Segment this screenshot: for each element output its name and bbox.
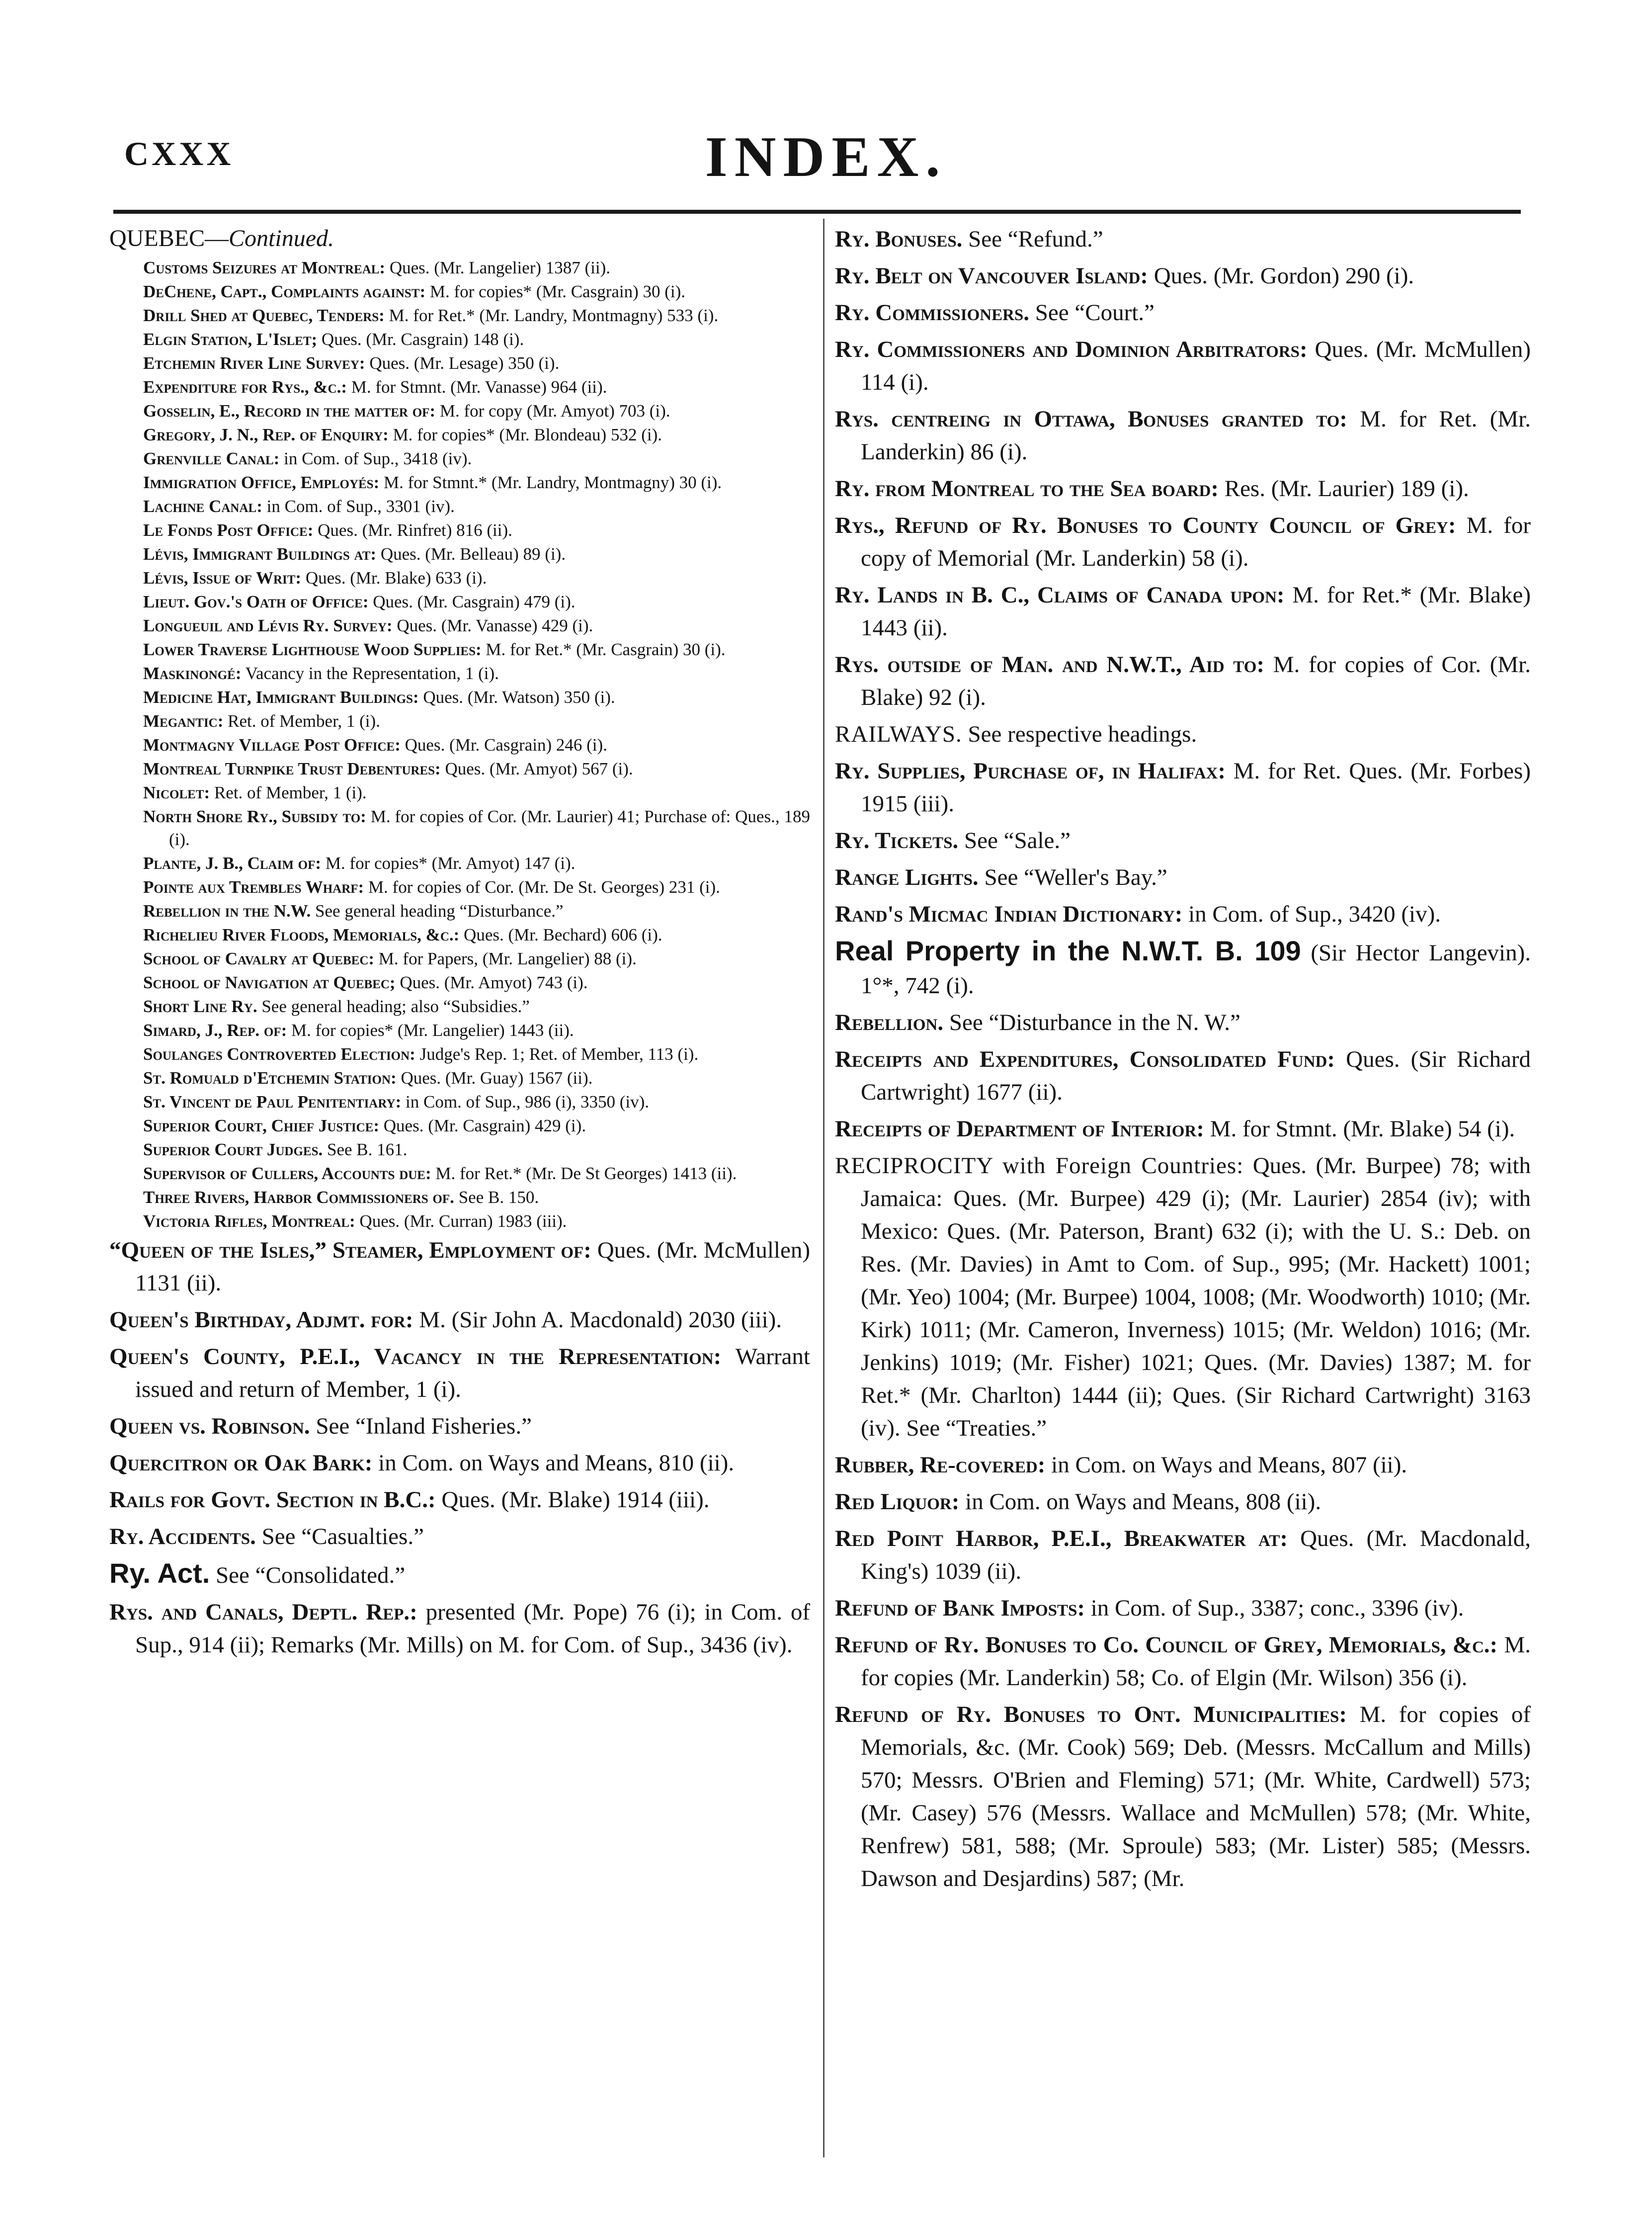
entry-heading: School of Navigation at Quebec; xyxy=(143,973,396,992)
entry-references: M. for Stmnt. (Mr. Vanasse) 964 (ii). xyxy=(351,377,607,397)
entry-heading: Immigration Office, Employés: xyxy=(143,473,380,492)
index-entry xyxy=(143,400,810,423)
entry-heading: Rys. and Canals, Deptl. Rep.: xyxy=(109,1599,417,1625)
entry-references: Ques. (Mr. Bechard) 606 (i). xyxy=(464,925,662,944)
entry-heading: Gregory, J. N., Rep. of Enquiry: xyxy=(143,425,389,444)
entry-heading: Montreal Turnpike Trust Debentures: xyxy=(143,759,441,778)
entry-references: in Com. on Ways and Means, 808 (ii). xyxy=(965,1489,1322,1515)
entry-heading: Lévis, Immigrant Buildings at: xyxy=(143,544,377,564)
entry-references: Ret. of Member, 1 (i). xyxy=(228,711,380,731)
index-entry xyxy=(143,495,810,518)
index-entry xyxy=(143,876,810,899)
entry-heading: Red Point Harbor, P.E.I., Breakwater at: xyxy=(835,1526,1288,1551)
entry-references: See B. 150. xyxy=(458,1188,539,1207)
entry-references: Ques. (Mr. Macdonald, King's) 1039 (ii). xyxy=(861,1526,1531,1584)
entry-heading: Rubber, Re-covered: xyxy=(835,1452,1046,1478)
index-entry xyxy=(835,898,1531,931)
entry-heading: Maskinongé: xyxy=(143,664,242,683)
entry-heading: Superior Court, Chief Justice: xyxy=(143,1116,380,1135)
index-entry xyxy=(143,304,810,327)
index-entry xyxy=(835,824,1531,857)
entry-references: Ques. (Mr. Belleau) 89 (i). xyxy=(380,544,566,564)
index-entry xyxy=(143,1091,810,1114)
entry-heading: Ry. from Montreal to the Sea board: xyxy=(835,476,1219,502)
entry-references: presented (Mr. Pope) 76 (i); in Com. of Sup., 914 (ii); Remarks (Mr. Mills) on M. for Com. of Sup., 3436 (iv). xyxy=(135,1599,810,1658)
column-divider xyxy=(823,219,825,2157)
entry-heading: Rand's Micmac Indian Dictionary: xyxy=(835,901,1183,927)
index-entry xyxy=(143,947,810,970)
entry-references: See “Casualties.” xyxy=(261,1524,424,1549)
entry-heading: Short Line Ry. xyxy=(143,997,257,1016)
entry-heading: Refund of Ry. Bonuses to Co. Council of Grey, Memorials, &c.: xyxy=(835,1632,1498,1658)
index-entry xyxy=(143,805,810,851)
entry-heading: St. Romuald d'Etchemin Station: xyxy=(143,1068,397,1088)
index-entry xyxy=(143,758,810,780)
main-entry-list xyxy=(109,1234,810,1661)
entry-references: Ques. (Mr. Guay) 1567 (ii). xyxy=(401,1068,593,1088)
entry-references: M. for copy of Memorial (Mr. Landerkin) 58 (i). xyxy=(861,513,1531,571)
index-entry xyxy=(109,1483,810,1516)
entry-references: See “Consolidated.” xyxy=(216,1562,406,1588)
index-entry xyxy=(143,352,810,375)
entry-heading: Megantic: xyxy=(143,711,224,731)
index-entry xyxy=(143,900,810,923)
entry-references: See “Refund.” xyxy=(968,226,1103,252)
index-entry xyxy=(109,1596,810,1661)
index-entry xyxy=(835,935,1531,1002)
entry-heading: Ry. Tickets. xyxy=(835,828,959,854)
index-entry xyxy=(109,1303,810,1336)
index-entry xyxy=(835,1149,1531,1445)
index-entry xyxy=(143,591,810,613)
entry-heading: Range Lights. xyxy=(835,864,979,890)
entry-heading: Rebellion in the N.W. xyxy=(143,901,311,921)
entry-references: M. for Papers, (Mr. Langelier) 88 (i). xyxy=(378,949,637,968)
entry-heading: Receipts of Department of Interior: xyxy=(835,1116,1204,1142)
entry-references: in Com. of Sup., 3387; conc., 3396 (iv). xyxy=(1090,1595,1464,1621)
index-entry xyxy=(835,1043,1531,1109)
entry-heading: Ry. Commissioners and Dominion Arbitrators: xyxy=(835,337,1308,362)
entry-heading: Plante, J. B., Claim of: xyxy=(143,854,322,873)
entry-references: M. for Ret.* (Mr. Blake) 1443 (ii). xyxy=(861,582,1531,641)
index-entry xyxy=(143,328,810,351)
entry-heading: Ry. Supplies, Purchase of, in Halifax: xyxy=(835,758,1226,784)
entry-heading: Red Liquor: xyxy=(835,1489,960,1515)
entry-heading: Montmagny Village Post Office: xyxy=(143,735,401,755)
entry-heading: Pointe aux Trembles Wharf: xyxy=(143,877,364,897)
index-entry xyxy=(835,755,1531,820)
index-entry xyxy=(143,424,810,446)
entry-heading: Ry. Accidents. xyxy=(109,1524,256,1549)
index-entry xyxy=(835,1698,1531,1895)
entry-heading: “Queen of the Isles,” Steamer, Employment of: xyxy=(109,1237,591,1263)
entry-references: Ques. (Mr. Casgrain) 148 (i). xyxy=(321,330,524,349)
section-heading-continued: Continued. xyxy=(229,225,334,252)
entry-references: M. for copies* (Mr. Amyot) 147 (i). xyxy=(325,854,576,873)
entry-heading: Ry. Bonuses. xyxy=(835,226,963,252)
index-entry xyxy=(143,971,810,994)
entry-references: See “Court.” xyxy=(1035,300,1155,326)
entry-references: M. for copies* (Mr. Langelier) 1443 (ii). xyxy=(291,1021,574,1040)
entry-references: M. for Ret.* (Mr. Casgrain) 30 (i). xyxy=(486,640,726,659)
index-entry xyxy=(143,686,810,709)
entry-heading: Longueuil and Lévis Ry. Survey: xyxy=(143,616,393,635)
entry-heading: North Shore Ry., Subsidy to: xyxy=(143,807,366,826)
entry-heading: Ry. Lands in B. C., Claims of Canada upon: xyxy=(835,582,1285,608)
entry-heading: Quercitron or Oak Bark: xyxy=(109,1450,373,1476)
entry-heading: RECIPROCITY with Foreign Countries: xyxy=(835,1153,1244,1179)
entry-heading: Three Rivers, Harbor Commissioners of. xyxy=(143,1188,454,1207)
entry-heading: Lieut. Gov.'s Oath of Office: xyxy=(143,592,369,611)
entry-references: in Com. of Sup., 3301 (iv). xyxy=(266,497,455,516)
entry-heading: Lower Traverse Lighthouse Wood Supplies: xyxy=(143,640,482,659)
entry-references: See “Disturbance in the N. W.” xyxy=(949,1010,1240,1035)
entry-references: See general heading “Disturbance.” xyxy=(315,901,564,921)
index-entry xyxy=(835,648,1531,714)
page-header xyxy=(0,124,1652,189)
entry-heading: Refund of Bank Imposts: xyxy=(835,1595,1085,1621)
index-entry xyxy=(143,1138,810,1161)
index-entry xyxy=(835,1522,1531,1588)
entry-heading: Rys. outside of Man. and N.W.T., Aid to: xyxy=(835,652,1265,678)
entry-heading: Victoria Rifles, Montreal: xyxy=(143,1211,355,1231)
entry-references: M. for copies of Cor. (Mr. De St. Georges) 231 (i). xyxy=(368,877,720,897)
entry-references: See respective headings. xyxy=(968,721,1197,747)
entry-heading: Real Property in the N.W.T. B. 109 xyxy=(835,935,1301,966)
index-entry xyxy=(835,1006,1531,1039)
entry-heading: Rys., Refund of Ry. Bonuses to County Council of Grey: xyxy=(835,513,1456,538)
index-entry xyxy=(143,519,810,542)
index-entry xyxy=(109,1410,810,1443)
entry-heading: Richelieu River Floods, Memorials, &c.: xyxy=(143,925,460,944)
index-entry xyxy=(109,1520,810,1553)
index-entry xyxy=(143,567,810,590)
entry-heading: Ry. Commissioners. xyxy=(835,300,1030,326)
page-title: INDEX. xyxy=(705,125,947,189)
index-entry xyxy=(835,579,1531,644)
entry-references: M. for copies* (Mr. Blondeau) 532 (i). xyxy=(393,425,662,444)
index-entry xyxy=(143,376,810,399)
entry-references: M. for copies (Mr. Landerkin) 58; Co. of Elgin (Mr. Wilson) 356 (i). xyxy=(861,1632,1531,1691)
entry-heading: Queen vs. Robinson. xyxy=(109,1413,310,1439)
index-entry xyxy=(109,1557,810,1592)
entry-references: in Com. of Sup., 986 (i), 3350 (iv). xyxy=(406,1092,649,1112)
index-entry xyxy=(835,718,1531,751)
index-entry xyxy=(143,924,810,946)
index-entry xyxy=(143,471,810,494)
entry-references: Ques. (Mr. Watson) 350 (i). xyxy=(423,687,615,707)
entry-heading: Lachine Canal: xyxy=(143,497,262,516)
index-entry xyxy=(109,1340,810,1406)
entry-references: See “Inland Fisheries.” xyxy=(316,1413,532,1439)
entry-references: Ques. (Mr. Rinfret) 816 (ii). xyxy=(318,520,512,540)
entry-references: Ques. (Mr. Langelier) 1387 (ii). xyxy=(389,258,611,277)
entry-heading: Ry. Act. xyxy=(109,1557,210,1589)
index-entry xyxy=(143,710,810,733)
index-entry xyxy=(143,447,810,470)
index-entry xyxy=(835,1485,1531,1518)
entry-references: Ques. (Mr. Amyot) 743 (i). xyxy=(400,973,588,992)
entry-heading: Expenditure for Rys., &c.: xyxy=(143,377,347,397)
index-entry xyxy=(835,223,1531,256)
entry-heading: RAILWAYS. xyxy=(835,721,962,747)
index-entry xyxy=(143,1186,810,1209)
entry-references: See B. 161. xyxy=(327,1140,408,1159)
entry-references: M. for Stmnt. (Mr. Blake) 54 (i). xyxy=(1210,1116,1515,1142)
right-column xyxy=(835,223,1531,1899)
index-entry xyxy=(143,1043,810,1066)
entry-references: M. for Ret.* (Mr. Landry, Montmagny) 533 (i). xyxy=(389,306,719,325)
entry-references: See “Weller's Bay.” xyxy=(984,864,1167,890)
index-entry xyxy=(143,1114,810,1137)
index-entry xyxy=(835,333,1531,399)
entry-heading: Queen's County, P.E.I., Vacancy in the Representation: xyxy=(109,1344,722,1370)
section-heading-label: QUEBEC— xyxy=(109,225,229,252)
entry-references: in Com. of Sup., 3420 (iv). xyxy=(1188,901,1441,927)
left-column xyxy=(109,223,810,1665)
entry-heading: Gosselin, E., Record in the matter of: xyxy=(143,401,436,421)
index-entry xyxy=(835,1449,1531,1481)
entry-references: M. for copies of Cor. (Mr. Blake) 92 (i). xyxy=(861,652,1531,710)
entry-references: Ques. (Mr. Casgrain) 246 (i). xyxy=(405,735,607,755)
entry-references: Res. (Mr. Laurier) 189 (i). xyxy=(1224,476,1469,502)
header-rule xyxy=(113,210,1521,214)
entry-references: Vacancy in the Representation, 1 (i). xyxy=(245,664,499,683)
entry-heading: Etchemin River Line Survey: xyxy=(143,353,365,373)
entry-references: Ques. (Mr. McMullen) 1131 (ii). xyxy=(135,1237,811,1296)
index-entry xyxy=(109,1234,810,1299)
index-entry xyxy=(835,509,1531,575)
entry-heading: Customs Seizures at Montreal: xyxy=(143,258,386,277)
entry-heading: Elgin Station, L'Islet; xyxy=(143,330,318,349)
index-entry xyxy=(143,1067,810,1090)
index-entry xyxy=(143,781,810,804)
index-entry xyxy=(143,1019,810,1042)
entry-heading: Queen's Birthday, Adjmt. for: xyxy=(109,1307,413,1333)
entry-references: (Sir Hector Langevin). 1°*, 742 (i). xyxy=(861,940,1531,999)
index-entry xyxy=(835,861,1531,894)
entry-references: M. for Ret. Ques. (Mr. Forbes) 1915 (iii). xyxy=(861,758,1531,817)
entry-references: M. for copy (Mr. Amyot) 703 (i). xyxy=(439,401,670,421)
entry-heading: Drill Shed at Quebec, Tenders: xyxy=(143,306,385,325)
entry-heading: Receipts and Expenditures, Consolidated Fund: xyxy=(835,1046,1335,1072)
entry-heading: Rails for Govt. Section in B.C.: xyxy=(109,1487,436,1513)
index-entry xyxy=(835,403,1531,468)
entry-heading: Refund of Ry. Bonuses to Ont. Municipalities: xyxy=(835,1702,1347,1727)
index-entry xyxy=(143,614,810,637)
entry-references: Ques. (Mr. Burpee) 78; with Jamaica: Ques. (Mr. Burpee) 429 (i); (Mr. Laurier) 2854 (iv); with Mexico: Ques. (Mr. Paterson, Brant) 632 (i); with the U. S.: Deb. on Res. (Mr. Davies) in Amt to Com. of Sup., 995; (Mr. Hackett) 1001; (Mr. Yeo) 1004; (Mr. Burpee) 1004, 1008; (Mr. Woodworth) 1010; (Mr. Kirk) 1011; (Mr. Cameron, Inverness) 1015; (Mr. Weldon) 1016; (Mr. Jenkins) 1019; (Mr. Fisher) 1021; Ques. (Mr. Davies) 1387; M. for Ret.* (Mr. Charlton) 1444 (ii); Ques. (Sir Richard Cartwright) 3163 (iv). See “Treaties.” xyxy=(861,1153,1531,1441)
entry-references: M. for copies of Memorials, &c. (Mr. Cook) 569; Deb. (Messrs. McCallum and Mills) 570; Messrs. O'Brien and Fleming) 571; (Mr. White, Cardwell) 573; (Mr. Casey) 576 (Messrs. Wallace and McMullen) 578; (Mr. White, Renfrew) 581, 588; (Mr. Sproule) 583; (Mr. Lister) 585; (Messrs. Dawson and Desjardins) 587; (Mr. xyxy=(861,1702,1531,1891)
entry-references: in Com. on Ways and Means, 810 (ii). xyxy=(378,1450,735,1476)
entry-references: in Com. on Ways and Means, 807 (ii). xyxy=(1051,1452,1407,1478)
entry-references: Ques. (Mr. Casgrain) 479 (i). xyxy=(373,592,576,611)
entry-references: M. (Sir John A. Macdonald) 2030 (iii). xyxy=(419,1307,782,1333)
index-entry xyxy=(835,259,1531,292)
entry-references: Ques. (Mr. Curran) 1983 (iii). xyxy=(359,1211,567,1231)
entry-references: M. for Ret.* (Mr. De St Georges) 1413 (ii). xyxy=(435,1164,737,1183)
index-entry xyxy=(143,1210,810,1233)
entry-references: Ques. (Mr. Gordon) 290 (i). xyxy=(1154,263,1414,289)
entry-references: Ques. (Mr. McMullen) 114 (i). xyxy=(861,337,1531,395)
index-entry xyxy=(143,543,810,566)
index-entry xyxy=(835,296,1531,329)
index-entry xyxy=(835,1629,1531,1694)
index-entry xyxy=(143,662,810,685)
entry-references: Ques. (Mr. Blake) 633 (i). xyxy=(305,568,487,588)
main-entry-list xyxy=(835,223,1531,1895)
section-heading xyxy=(109,223,810,255)
entry-references: Ques. (Mr. Amyot) 567 (i). xyxy=(445,759,633,778)
entry-references: in Com. of Sup., 3418 (iv). xyxy=(284,449,472,468)
entry-references: Judge's Rep. 1; Ret. of Member, 113 (i). xyxy=(419,1044,699,1064)
entry-heading: Simard, J., Rep. of: xyxy=(143,1021,287,1040)
index-entry xyxy=(143,995,810,1018)
entry-references: M. for copies* (Mr. Casgrain) 30 (i). xyxy=(429,282,686,301)
entry-references: Warrant issued and return of Member, 1 (i). xyxy=(135,1344,810,1402)
index-entry xyxy=(143,734,810,757)
index-entry xyxy=(143,852,810,875)
entry-heading: Medicine Hat, Immigrant Buildings: xyxy=(143,687,419,707)
page-number: CXXX xyxy=(124,135,234,172)
entry-heading: Rebellion. xyxy=(835,1010,944,1035)
index-entry xyxy=(835,1113,1531,1145)
index-entry xyxy=(109,1447,810,1479)
entry-references: Ques. (Mr. Blake) 1914 (iii). xyxy=(441,1487,710,1513)
entry-heading: Soulanges Controverted Election: xyxy=(143,1044,415,1064)
entry-references: See general heading; also “Subsidies.” xyxy=(261,997,530,1016)
entry-heading: Le Fonds Post Office: xyxy=(143,520,314,540)
entry-references: M. for Stmnt.* (Mr. Landry, Montmagny) 30 (i). xyxy=(384,473,722,492)
index-entry xyxy=(835,472,1531,505)
entry-heading: Superior Court Judges. xyxy=(143,1140,323,1159)
entry-references: M. for Ret. (Mr. Landerkin) 86 (i). xyxy=(861,406,1531,465)
entry-heading: Grenville Canal: xyxy=(143,449,280,468)
entry-references: Ques. (Mr. Vanasse) 429 (i). xyxy=(397,616,593,635)
entry-heading: Lévis, Issue of Writ: xyxy=(143,568,302,588)
index-entry xyxy=(143,257,810,279)
entry-heading: School of Cavalry at Quebec: xyxy=(143,949,375,968)
entry-heading: Rys. centreing in Ottawa, Bonuses granted to: xyxy=(835,406,1347,432)
entry-references: Ques. (Sir Richard Cartwright) 1677 (ii). xyxy=(861,1046,1531,1105)
entry-references: M. for copies of Cor. (Mr. Laurier) 41; Purchase of: Ques., 189 (i). xyxy=(169,807,810,849)
index-entry xyxy=(143,638,810,661)
entry-references: Ret. of Member, 1 (i). xyxy=(214,783,367,802)
sub-entry-list xyxy=(109,257,810,1233)
entry-heading: Ry. Belt on Vancouver Island: xyxy=(835,263,1148,289)
index-entry xyxy=(835,1592,1531,1625)
index-entry xyxy=(143,280,810,303)
index-entry xyxy=(143,1162,810,1185)
entry-heading: St. Vincent de Paul Penitentiary: xyxy=(143,1092,402,1112)
entry-heading: Supervisor of Cullers, Accounts due: xyxy=(143,1164,431,1183)
entry-references: Ques. (Mr. Casgrain) 429 (i). xyxy=(383,1116,586,1135)
entry-references: See “Sale.” xyxy=(964,828,1071,854)
entry-heading: Nicolet: xyxy=(143,783,210,802)
entry-heading: DeChene, Capt., Complaints against: xyxy=(143,282,426,301)
entry-references: Ques. (Mr. Lesage) 350 (i). xyxy=(369,353,560,373)
